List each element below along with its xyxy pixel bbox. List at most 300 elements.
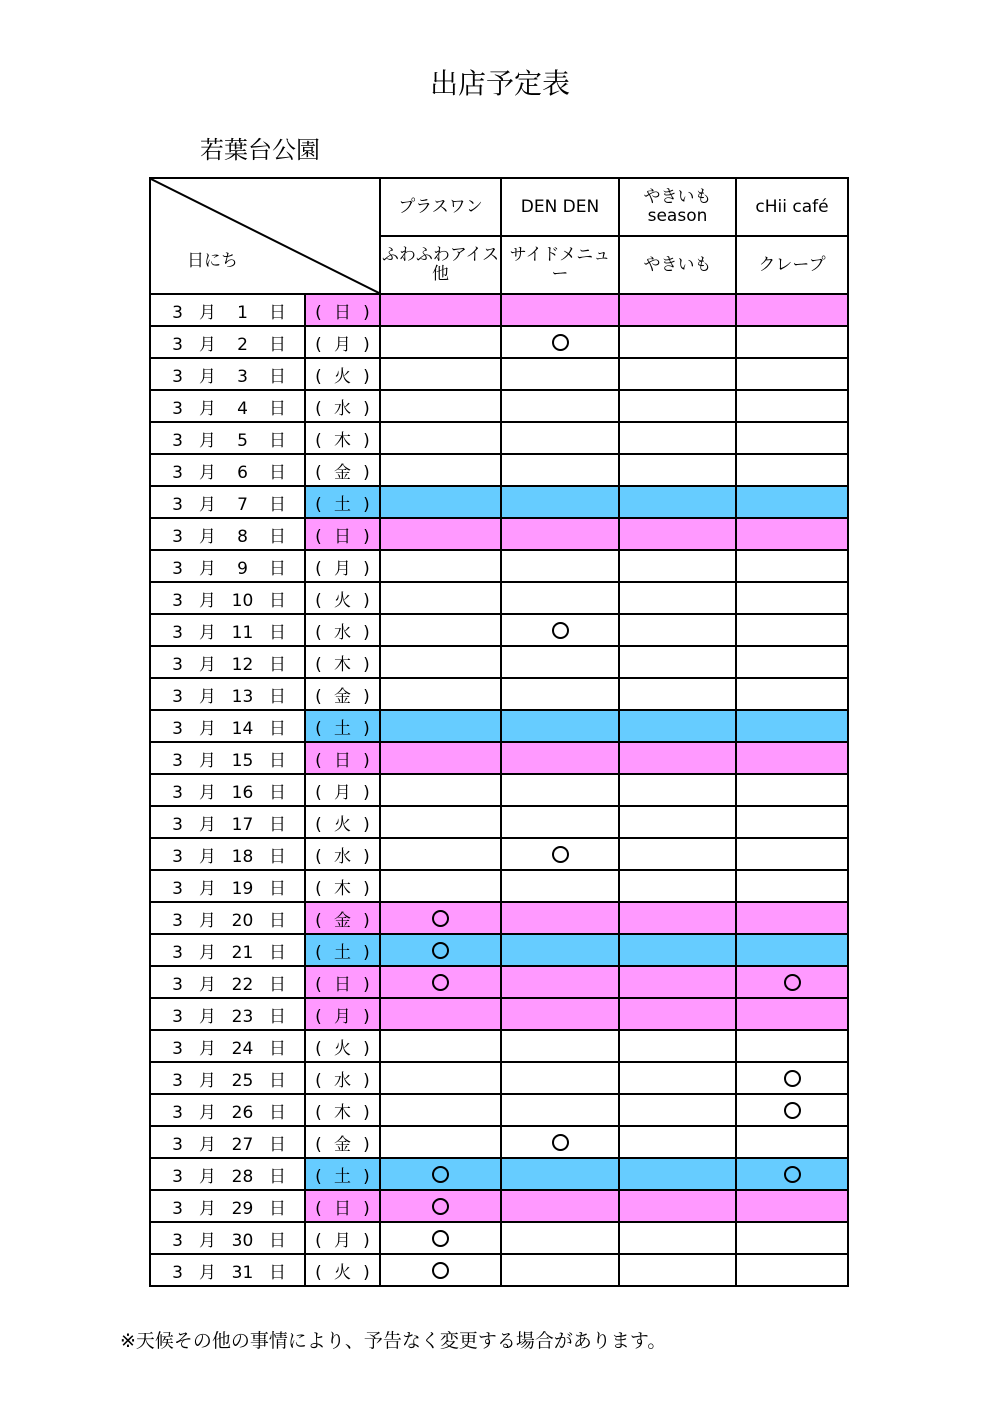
shop-cell-1 bbox=[380, 454, 501, 486]
shop-cell-3 bbox=[619, 838, 736, 870]
weekday-label: 月 bbox=[334, 1006, 351, 1027]
circle-mark-icon bbox=[552, 846, 569, 863]
month-number: 3 bbox=[172, 366, 183, 387]
day-unit: 日 bbox=[269, 302, 286, 323]
weekday-label: 土 bbox=[334, 718, 351, 739]
month-unit: 月 bbox=[199, 1166, 216, 1187]
weekday-cell bbox=[305, 934, 380, 966]
month-unit: 月 bbox=[199, 366, 216, 387]
date-cell bbox=[150, 390, 305, 422]
month-number: 3 bbox=[172, 1262, 183, 1283]
shop-cell-4 bbox=[736, 1126, 848, 1158]
weekday-cell bbox=[305, 902, 380, 934]
weekday-label: 月 bbox=[334, 558, 351, 579]
date-cell bbox=[150, 1094, 305, 1126]
month-number: 3 bbox=[172, 302, 183, 323]
month-number: 3 bbox=[172, 1102, 183, 1123]
table-row bbox=[150, 870, 848, 902]
month-number: 3 bbox=[172, 462, 183, 483]
shop-cell-4 bbox=[736, 390, 848, 422]
shop-cell-3 bbox=[619, 1126, 736, 1158]
disclaimer-note: ※天候その他の事情により、予告なく変更する場合があります。 bbox=[120, 1330, 667, 1352]
shop-cell-2 bbox=[501, 358, 619, 390]
table-row bbox=[150, 1030, 848, 1062]
table-row bbox=[150, 518, 848, 550]
shop-cell-3 bbox=[619, 1254, 736, 1286]
weekday-label: 日 bbox=[334, 302, 351, 323]
date-cell bbox=[150, 1222, 305, 1254]
weekday-label: 火 bbox=[334, 1038, 351, 1059]
weekday-label: 土 bbox=[334, 942, 351, 963]
shop-cell-2 bbox=[501, 742, 619, 774]
month-unit: 月 bbox=[199, 302, 216, 323]
shop-item-2: サイドメニュー bbox=[501, 236, 619, 294]
day-unit: 日 bbox=[269, 1102, 286, 1123]
paren-open: ( bbox=[315, 846, 322, 867]
shop-cell-1 bbox=[380, 1030, 501, 1062]
date-cell bbox=[150, 998, 305, 1030]
weekday-cell bbox=[305, 1094, 380, 1126]
table-row bbox=[150, 742, 848, 774]
day-unit: 日 bbox=[269, 590, 286, 611]
weekday-label: 金 bbox=[334, 910, 351, 931]
shop-cell-4 bbox=[736, 1062, 848, 1094]
weekday-label: 木 bbox=[334, 430, 351, 451]
shop-cell-1 bbox=[380, 1158, 501, 1190]
paren-open: ( bbox=[315, 974, 322, 995]
weekday-label: 金 bbox=[334, 1134, 351, 1155]
month-unit: 月 bbox=[199, 1134, 216, 1155]
day-number: 19 bbox=[231, 878, 254, 899]
shop-cell-2 bbox=[501, 422, 619, 454]
shop-cell-4 bbox=[736, 582, 848, 614]
date-cell bbox=[150, 742, 305, 774]
date-cell bbox=[150, 1030, 305, 1062]
day-number: 10 bbox=[231, 590, 254, 611]
paren-open: ( bbox=[315, 1102, 322, 1123]
month-unit: 月 bbox=[199, 334, 216, 355]
shop-name-3: やきいも season bbox=[619, 178, 736, 236]
paren-open: ( bbox=[315, 718, 322, 739]
table-row bbox=[150, 294, 848, 326]
circle-mark-icon bbox=[432, 942, 449, 959]
month-number: 3 bbox=[172, 1006, 183, 1027]
shop-cell-4 bbox=[736, 1158, 848, 1190]
date-cell bbox=[150, 902, 305, 934]
shop-cell-3 bbox=[619, 870, 736, 902]
shop-cell-1 bbox=[380, 870, 501, 902]
shop-cell-2 bbox=[501, 998, 619, 1030]
shop-cell-3 bbox=[619, 678, 736, 710]
paren-close: ) bbox=[363, 750, 370, 771]
month-number: 3 bbox=[172, 1230, 183, 1251]
day-unit: 日 bbox=[269, 334, 286, 355]
paren-close: ) bbox=[363, 1166, 370, 1187]
month-unit: 月 bbox=[199, 1006, 216, 1027]
month-unit: 月 bbox=[199, 974, 216, 995]
shop-cell-2 bbox=[501, 486, 619, 518]
paren-open: ( bbox=[315, 878, 322, 899]
table-row bbox=[150, 454, 848, 486]
paren-close: ) bbox=[363, 334, 370, 355]
circle-mark-icon bbox=[552, 334, 569, 351]
paren-open: ( bbox=[315, 334, 322, 355]
paren-open: ( bbox=[315, 942, 322, 963]
day-number: 15 bbox=[231, 750, 254, 771]
month-number: 3 bbox=[172, 654, 183, 675]
month-unit: 月 bbox=[199, 878, 216, 899]
day-number: 26 bbox=[231, 1102, 254, 1123]
weekday-cell bbox=[305, 1190, 380, 1222]
month-number: 3 bbox=[172, 526, 183, 547]
shop-cell-1 bbox=[380, 710, 501, 742]
shop-cell-2 bbox=[501, 1254, 619, 1286]
shop-cell-4 bbox=[736, 774, 848, 806]
shop-cell-1 bbox=[380, 742, 501, 774]
day-number: 30 bbox=[231, 1230, 254, 1251]
day-number: 7 bbox=[237, 494, 248, 515]
table-row bbox=[150, 838, 848, 870]
weekday-label: 木 bbox=[334, 1102, 351, 1123]
shop-cell-2 bbox=[501, 902, 619, 934]
month-unit: 月 bbox=[199, 590, 216, 611]
weekday-cell bbox=[305, 614, 380, 646]
date-cell bbox=[150, 966, 305, 998]
month-number: 3 bbox=[172, 430, 183, 451]
shop-cell-3 bbox=[619, 902, 736, 934]
circle-mark-icon bbox=[432, 974, 449, 991]
shop-cell-2 bbox=[501, 454, 619, 486]
shop-cell-4 bbox=[736, 1254, 848, 1286]
shop-cell-1 bbox=[380, 1062, 501, 1094]
month-unit: 月 bbox=[199, 654, 216, 675]
day-rows bbox=[150, 294, 848, 1286]
shop-cell-3 bbox=[619, 1030, 736, 1062]
weekday-label: 水 bbox=[334, 846, 351, 867]
date-cell bbox=[150, 1190, 305, 1222]
weekday-label: 水 bbox=[334, 398, 351, 419]
month-unit: 月 bbox=[199, 1198, 216, 1219]
shop-cell-2 bbox=[501, 1126, 619, 1158]
date-cell bbox=[150, 1062, 305, 1094]
paren-close: ) bbox=[363, 1230, 370, 1251]
weekday-label: 木 bbox=[334, 654, 351, 675]
day-number: 31 bbox=[231, 1262, 254, 1283]
day-number: 4 bbox=[237, 398, 248, 419]
shop-cell-4 bbox=[736, 934, 848, 966]
shop-cell-4 bbox=[736, 518, 848, 550]
shop-name-1: プラスワン bbox=[380, 178, 501, 236]
shop-cell-4 bbox=[736, 454, 848, 486]
paren-open: ( bbox=[315, 910, 322, 931]
paren-close: ) bbox=[363, 1134, 370, 1155]
shop-cell-2 bbox=[501, 1158, 619, 1190]
shop-cell-3 bbox=[619, 1158, 736, 1190]
shop-name-2: DEN DEN bbox=[501, 178, 619, 236]
weekday-label: 月 bbox=[334, 782, 351, 803]
diagonal-divider bbox=[151, 179, 379, 293]
shop-cell-2 bbox=[501, 1030, 619, 1062]
table-row bbox=[150, 966, 848, 998]
paren-open: ( bbox=[315, 622, 322, 643]
circle-mark-icon bbox=[432, 1262, 449, 1279]
shop-cell-4 bbox=[736, 294, 848, 326]
weekday-label: 火 bbox=[334, 1262, 351, 1283]
weekday-label: 火 bbox=[334, 366, 351, 387]
day-unit: 日 bbox=[269, 750, 286, 771]
weekday-cell bbox=[305, 1222, 380, 1254]
paren-close: ) bbox=[363, 846, 370, 867]
shop-cell-2 bbox=[501, 966, 619, 998]
weekday-cell bbox=[305, 486, 380, 518]
table-row bbox=[150, 646, 848, 678]
shop-cell-4 bbox=[736, 326, 848, 358]
table-row bbox=[150, 550, 848, 582]
day-unit: 日 bbox=[269, 526, 286, 547]
paren-open: ( bbox=[315, 1038, 322, 1059]
day-number: 11 bbox=[231, 622, 254, 643]
date-cell bbox=[150, 678, 305, 710]
paren-close: ) bbox=[363, 782, 370, 803]
shop-cell-1 bbox=[380, 390, 501, 422]
day-unit: 日 bbox=[269, 718, 286, 739]
day-unit: 日 bbox=[269, 1166, 286, 1187]
month-unit: 月 bbox=[199, 1102, 216, 1123]
shop-cell-4 bbox=[736, 678, 848, 710]
table-row bbox=[150, 1062, 848, 1094]
shop-cell-3 bbox=[619, 294, 736, 326]
shop-cell-1 bbox=[380, 550, 501, 582]
circle-mark-icon bbox=[552, 1134, 569, 1151]
shop-cell-2 bbox=[501, 582, 619, 614]
day-unit: 日 bbox=[269, 430, 286, 451]
table-row bbox=[150, 1094, 848, 1126]
paren-open: ( bbox=[315, 302, 322, 323]
shop-cell-1 bbox=[380, 614, 501, 646]
paren-close: ) bbox=[363, 462, 370, 483]
shop-cell-1 bbox=[380, 1094, 501, 1126]
day-number: 17 bbox=[231, 814, 254, 835]
date-cell bbox=[150, 486, 305, 518]
month-number: 3 bbox=[172, 1070, 183, 1091]
month-number: 3 bbox=[172, 974, 183, 995]
weekday-label: 月 bbox=[334, 334, 351, 355]
date-cell bbox=[150, 582, 305, 614]
day-unit: 日 bbox=[269, 654, 286, 675]
shop-cell-4 bbox=[736, 998, 848, 1030]
paren-close: ) bbox=[363, 430, 370, 451]
shop-cell-2 bbox=[501, 1222, 619, 1254]
month-unit: 月 bbox=[199, 1262, 216, 1283]
paren-close: ) bbox=[363, 398, 370, 419]
table-row bbox=[150, 582, 848, 614]
shop-cell-3 bbox=[619, 710, 736, 742]
month-number: 3 bbox=[172, 878, 183, 899]
month-number: 3 bbox=[172, 846, 183, 867]
circle-mark-icon bbox=[432, 1230, 449, 1247]
shop-cell-2 bbox=[501, 646, 619, 678]
table-row bbox=[150, 390, 848, 422]
location-name: 若葉台公園 bbox=[200, 136, 320, 164]
paren-open: ( bbox=[315, 1134, 322, 1155]
paren-close: ) bbox=[363, 1198, 370, 1219]
day-number: 21 bbox=[231, 942, 254, 963]
month-unit: 月 bbox=[199, 526, 216, 547]
table-row bbox=[150, 934, 848, 966]
paren-open: ( bbox=[315, 750, 322, 771]
circle-mark-icon bbox=[784, 1166, 801, 1183]
paren-close: ) bbox=[363, 686, 370, 707]
paren-open: ( bbox=[315, 558, 322, 579]
weekday-label: 金 bbox=[334, 686, 351, 707]
date-cell bbox=[150, 518, 305, 550]
month-number: 3 bbox=[172, 910, 183, 931]
shop-cell-3 bbox=[619, 326, 736, 358]
shop-cell-2 bbox=[501, 294, 619, 326]
day-number: 1 bbox=[237, 302, 248, 323]
shop-cell-1 bbox=[380, 646, 501, 678]
paren-close: ) bbox=[363, 494, 370, 515]
shop-cell-3 bbox=[619, 774, 736, 806]
weekday-cell bbox=[305, 1030, 380, 1062]
shop-cell-1 bbox=[380, 678, 501, 710]
paren-close: ) bbox=[363, 302, 370, 323]
shop-cell-4 bbox=[736, 358, 848, 390]
paren-close: ) bbox=[363, 814, 370, 835]
day-unit: 日 bbox=[269, 1230, 286, 1251]
table-row bbox=[150, 614, 848, 646]
day-unit: 日 bbox=[269, 686, 286, 707]
shop-cell-1 bbox=[380, 1190, 501, 1222]
shop-cell-3 bbox=[619, 582, 736, 614]
shop-cell-3 bbox=[619, 646, 736, 678]
month-unit: 月 bbox=[199, 846, 216, 867]
weekday-label: 日 bbox=[334, 750, 351, 771]
paren-open: ( bbox=[315, 1070, 322, 1091]
shop-cell-4 bbox=[736, 646, 848, 678]
day-unit: 日 bbox=[269, 622, 286, 643]
weekday-label: 火 bbox=[334, 590, 351, 611]
shop-cell-1 bbox=[380, 422, 501, 454]
day-number: 22 bbox=[231, 974, 254, 995]
month-number: 3 bbox=[172, 494, 183, 515]
shop-cell-1 bbox=[380, 774, 501, 806]
shop-cell-4 bbox=[736, 550, 848, 582]
day-number: 16 bbox=[231, 782, 254, 803]
paren-close: ) bbox=[363, 1262, 370, 1283]
paren-close: ) bbox=[363, 1070, 370, 1091]
shop-cell-3 bbox=[619, 998, 736, 1030]
table-row bbox=[150, 1254, 848, 1286]
shop-cell-4 bbox=[736, 870, 848, 902]
table-row bbox=[150, 998, 848, 1030]
month-number: 3 bbox=[172, 1134, 183, 1155]
shop-cell-3 bbox=[619, 390, 736, 422]
date-cell bbox=[150, 806, 305, 838]
day-number: 13 bbox=[231, 686, 254, 707]
shop-cell-4 bbox=[736, 742, 848, 774]
paren-close: ) bbox=[363, 622, 370, 643]
shop-cell-2 bbox=[501, 838, 619, 870]
shop-cell-1 bbox=[380, 998, 501, 1030]
weekday-label: 日 bbox=[334, 526, 351, 547]
month-unit: 月 bbox=[199, 942, 216, 963]
shop-cell-3 bbox=[619, 806, 736, 838]
month-unit: 月 bbox=[199, 1230, 216, 1251]
shop-cell-1 bbox=[380, 838, 501, 870]
weekday-cell bbox=[305, 1062, 380, 1094]
circle-mark-icon bbox=[432, 1166, 449, 1183]
date-cell bbox=[150, 1254, 305, 1286]
weekday-label: 月 bbox=[334, 1230, 351, 1251]
date-cell bbox=[150, 646, 305, 678]
day-unit: 日 bbox=[269, 398, 286, 419]
month-unit: 月 bbox=[199, 814, 216, 835]
table-row bbox=[150, 1190, 848, 1222]
day-number: 20 bbox=[231, 910, 254, 931]
shop-cell-4 bbox=[736, 902, 848, 934]
month-number: 3 bbox=[172, 622, 183, 643]
paren-open: ( bbox=[315, 430, 322, 451]
day-number: 27 bbox=[231, 1134, 254, 1155]
month-unit: 月 bbox=[199, 750, 216, 771]
day-unit: 日 bbox=[269, 1038, 286, 1059]
day-unit: 日 bbox=[269, 910, 286, 931]
schedule-table bbox=[149, 177, 849, 1287]
date-cell bbox=[150, 358, 305, 390]
paren-close: ) bbox=[363, 590, 370, 611]
month-number: 3 bbox=[172, 782, 183, 803]
shop-cell-3 bbox=[619, 1062, 736, 1094]
paren-close: ) bbox=[363, 526, 370, 547]
weekday-cell bbox=[305, 294, 380, 326]
shop-cell-4 bbox=[736, 1222, 848, 1254]
shop-cell-2 bbox=[501, 774, 619, 806]
weekday-label: 土 bbox=[334, 1166, 351, 1187]
weekday-cell bbox=[305, 358, 380, 390]
shop-cell-2 bbox=[501, 870, 619, 902]
shop-cell-1 bbox=[380, 934, 501, 966]
month-number: 3 bbox=[172, 1038, 183, 1059]
month-unit: 月 bbox=[199, 494, 216, 515]
weekday-cell bbox=[305, 646, 380, 678]
shop-cell-2 bbox=[501, 1062, 619, 1094]
paren-open: ( bbox=[315, 590, 322, 611]
paren-open: ( bbox=[315, 814, 322, 835]
circle-mark-icon bbox=[784, 1102, 801, 1119]
day-number: 12 bbox=[231, 654, 254, 675]
shop-cell-1 bbox=[380, 902, 501, 934]
paren-open: ( bbox=[315, 782, 322, 803]
weekday-cell bbox=[305, 1254, 380, 1286]
shop-cell-1 bbox=[380, 806, 501, 838]
weekday-cell bbox=[305, 838, 380, 870]
day-unit: 日 bbox=[269, 462, 286, 483]
weekday-cell bbox=[305, 454, 380, 486]
shop-cell-2 bbox=[501, 934, 619, 966]
month-unit: 月 bbox=[199, 430, 216, 451]
shop-cell-4 bbox=[736, 422, 848, 454]
shop-cell-2 bbox=[501, 614, 619, 646]
paren-close: ) bbox=[363, 974, 370, 995]
month-unit: 月 bbox=[199, 910, 216, 931]
month-number: 3 bbox=[172, 558, 183, 579]
shop-cell-1 bbox=[380, 518, 501, 550]
paren-close: ) bbox=[363, 558, 370, 579]
paren-close: ) bbox=[363, 366, 370, 387]
shop-cell-2 bbox=[501, 710, 619, 742]
day-unit: 日 bbox=[269, 1070, 286, 1091]
